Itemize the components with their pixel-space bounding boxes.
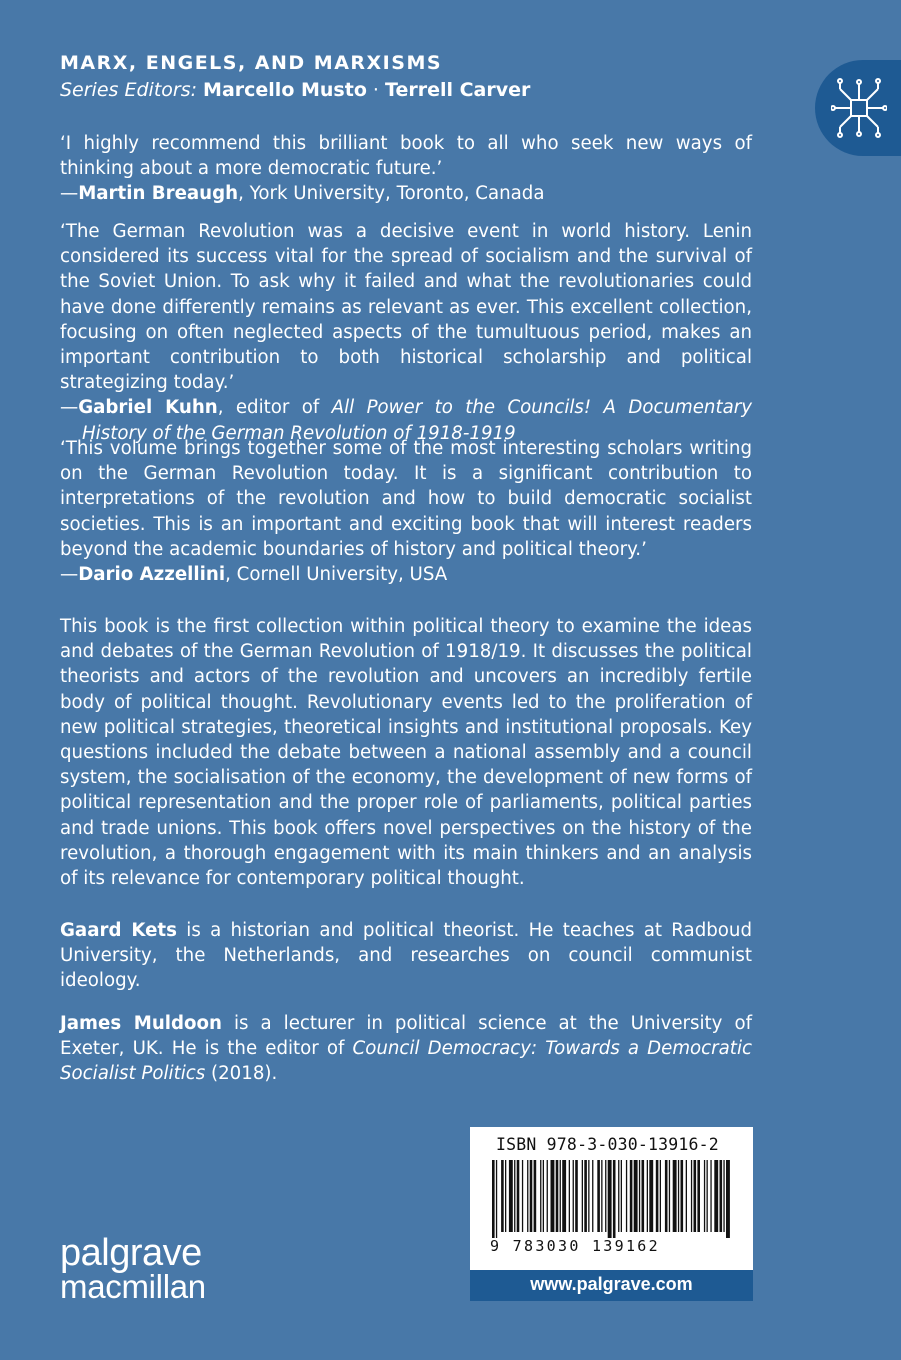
barcode-bar — [584, 1160, 587, 1232]
publisher-url[interactable]: www.palgrave.com — [470, 1270, 753, 1301]
series-editors — [60, 79, 530, 101]
quote-affiliation: , Cornell University, USA — [225, 564, 448, 586]
barcode-bar — [534, 1160, 537, 1232]
editor-separator: · — [372, 79, 379, 101]
barcode-bar — [723, 1160, 724, 1232]
quote-work-title: All Power to the Councils! A Documentary History of the German Revolution of 1918-1919 — [82, 397, 752, 444]
editor-2: Terrell Carver — [385, 79, 531, 101]
barcode-bar — [492, 1160, 495, 1238]
barcode-bar — [527, 1160, 528, 1232]
author-bio-1 — [60, 918, 752, 994]
barcode-bar — [621, 1160, 622, 1232]
quote-1 — [60, 131, 752, 207]
barcode-bar — [710, 1160, 711, 1232]
quote-author: Martin Breaugh — [78, 183, 239, 205]
barcode-bar — [714, 1160, 718, 1232]
series-editors-label: Series Editors: — [60, 79, 197, 101]
quote-attribution — [60, 181, 752, 206]
barcode-bar — [707, 1160, 708, 1232]
quote-3 — [60, 436, 752, 587]
barcode-bar — [556, 1160, 559, 1232]
author-bio-text: is a lecturer in political science at the University of Exeter, UK. He is the editor of — [60, 1013, 752, 1060]
barcode-bar — [669, 1160, 670, 1232]
quote-affiliation: , York University, Toronto, Canada — [238, 183, 545, 205]
author-name: Gaard Kets — [60, 920, 177, 941]
attribution-dash: — — [60, 183, 79, 205]
quote-text: ‘I highly recommend this brilliant book to all who seek new ways of thinking about a more democratic future.’ — [60, 133, 752, 180]
attribution-dash: — — [60, 564, 79, 586]
palgrave-badge — [815, 60, 901, 156]
quote-text: ‘This volume brings together some of the most interesting scholars writing on the German Revolution today. It is a significant contribution to interpretations of the revolution and how to build democratic socialist societies. This is an important and exciting book that will interest readers beyond the academic boundaries of history and political theory.’ — [60, 438, 752, 560]
barcode-bar — [697, 1160, 700, 1232]
barcode-bar — [496, 1160, 497, 1238]
barcode-bar — [608, 1160, 612, 1238]
barcode-bar — [647, 1160, 648, 1232]
barcode-bar — [530, 1160, 533, 1232]
barcode-bar — [691, 1160, 692, 1232]
isbn-label: ISBN 978-3-030-13916-2 — [496, 1135, 719, 1154]
quote-2 — [60, 219, 752, 446]
barcode-bar — [660, 1160, 661, 1232]
barcode-bar — [540, 1160, 541, 1232]
barcode-bar — [673, 1160, 677, 1232]
series-title: MARX, ENGELS, AND MARXISMS — [60, 52, 443, 74]
barcode-bar — [588, 1160, 589, 1232]
barcode-digits: 9 783030 139162 — [490, 1237, 660, 1255]
logo-line-2: macmillan — [60, 1268, 206, 1305]
barcode-bar — [509, 1160, 513, 1232]
barcode-bar — [592, 1160, 593, 1232]
barcode-bar — [501, 1160, 504, 1232]
barcode-bar — [694, 1160, 697, 1232]
barcode-bar — [649, 1160, 653, 1232]
quote-author: Dario Azzellini — [78, 564, 226, 586]
barcode-bar — [543, 1160, 544, 1232]
quote-attribution — [60, 562, 752, 587]
author-name: James Muldoon — [60, 1013, 222, 1034]
book-description: This book is the first collection within political theory to examine the ideas and debates of the German Revolution of 1918/19. It discusses the political theorists and actors of the revolution and uncovers an incredibly fertile body of political thought. Revolutionary events led to the proliferation of new political strategies, theoretical insights and institutional proposals. Key questions included the debate between a national assembly and a council system, the socialisation of the economy, the development of new forms of political representation and the proper role of parliaments, political parties and trade unions. This book offers novel perspectives on the history of the revolution, a thorough engagement with its main thinkers and an analysis of its relevance for contemporary political thought. — [60, 616, 752, 890]
barcode-bar — [562, 1160, 566, 1232]
barcode-bar — [639, 1160, 640, 1232]
barcode-bar — [720, 1160, 723, 1232]
barcode-bar — [642, 1160, 645, 1232]
barcode-bar — [569, 1160, 570, 1232]
quote-text: ‘The German Revolution was a decisive event in world history. Lenin considered its success vital for the spread of socialism and the survival of the Soviet Union. To ask why it failed and what the revolutionaries could have done differently remains as relevant as ever. This excellent collection, focusing on often neglected aspects of the tumultuous period, makes an important contribution to both historical scholarship and political strategizing today.’ — [60, 221, 752, 394]
barcode-bar — [505, 1160, 506, 1232]
barcode-bar — [573, 1160, 574, 1232]
barcode-bar — [517, 1160, 520, 1232]
barcode-bar — [681, 1160, 684, 1232]
quote-author: Gabriel Kuhn — [78, 397, 218, 419]
author-bio-2 — [60, 1011, 752, 1087]
palgrave-macmillan-logo — [60, 1232, 206, 1305]
barcode-bar — [514, 1160, 515, 1232]
barcode-bar — [551, 1160, 555, 1232]
barcode-bar — [597, 1160, 600, 1232]
author-bio-text: is a historian and political theorist. He teaches at Radboud University, the Netherlands, and researches on council communist ideology. — [60, 920, 752, 992]
barcode-bar — [522, 1160, 523, 1232]
editor-1: Marcello Musto — [203, 79, 367, 101]
barcode-bar — [630, 1160, 633, 1232]
quote-affiliation: , editor of — [217, 397, 332, 419]
barcode-bar — [618, 1160, 619, 1232]
barcode-bar — [656, 1160, 659, 1232]
barcode-bar — [626, 1160, 627, 1232]
barcode-bar — [560, 1160, 561, 1232]
barcode-bar — [575, 1160, 578, 1232]
barcode-bar — [601, 1160, 602, 1232]
author-work-title: Council Democracy: Towards a Democratic Socialist Politics — [60, 1038, 752, 1085]
barcode-bar — [678, 1160, 679, 1232]
barcode-box — [470, 1127, 753, 1270]
barcode-bar — [582, 1160, 583, 1232]
barcode-bar — [665, 1160, 668, 1232]
barcode-bar — [613, 1160, 616, 1238]
barcode-bar — [726, 1160, 730, 1238]
author-bio-year: (2018). — [205, 1063, 278, 1085]
barcode-bars — [490, 1160, 734, 1238]
barcode-bar — [704, 1160, 705, 1232]
attribution-dash: — — [60, 397, 79, 419]
logo-line-1: palgrave — [60, 1232, 202, 1274]
barcode-bar — [605, 1160, 606, 1232]
barcode-bar — [686, 1160, 687, 1232]
palgrave-network-icon — [831, 78, 887, 138]
barcode-bar — [547, 1160, 548, 1232]
barcode-bar — [634, 1160, 638, 1232]
